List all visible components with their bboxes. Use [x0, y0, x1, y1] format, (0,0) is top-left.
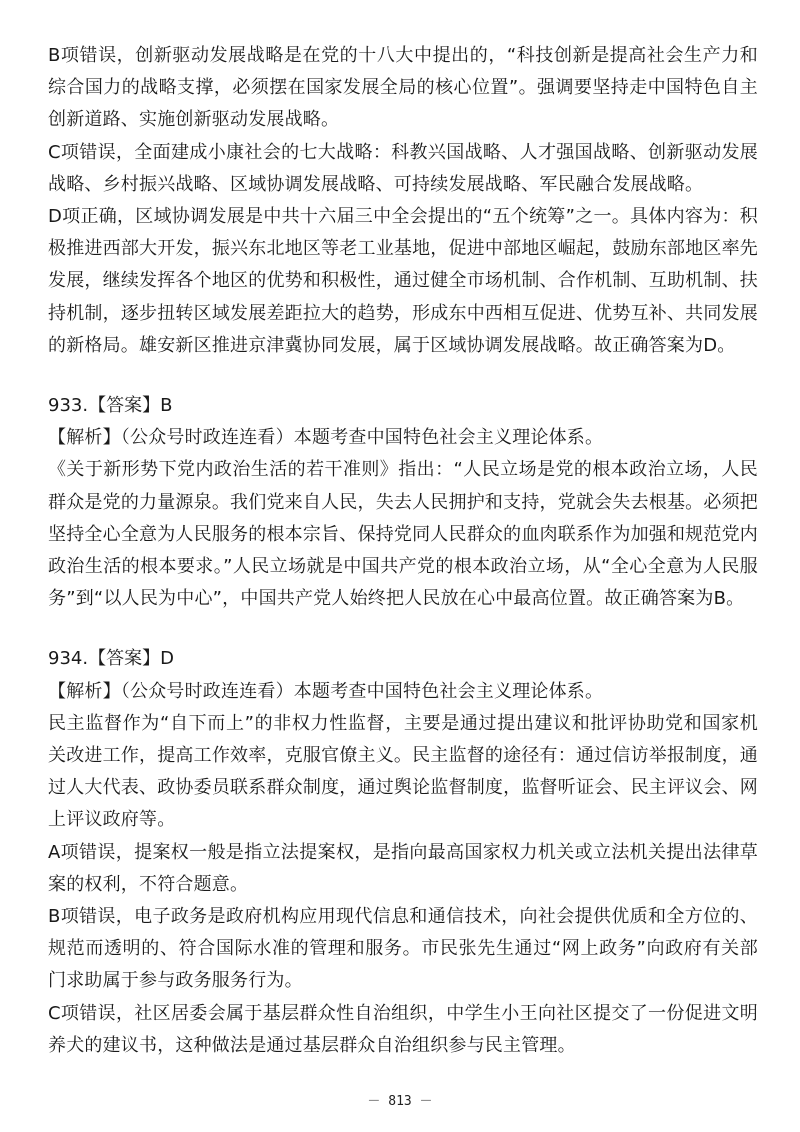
answer-heading: 934.【答案】D	[48, 648, 174, 670]
answer-heading: 933.【答案】B	[48, 395, 173, 417]
analysis-label: 【解析】（公众号时政连连看）本题考查中国特色社会主义理论体系。	[48, 680, 604, 702]
analysis-body: 《关于新形势下党内政治生活的若干准则》指出：“人民立场是党的根本政治立场，人民群众是党的力量源泉。我们党来自人民，失去人民拥护和支持，党就会失去根基。必须把坚持全心全意为人民服务的根本宗旨、保持党同人民群众的血肉联系作为加强和规范党内政治生活的根本要求。”人民立场就是中国共产党的根本政治立场，从“全心全意为人民服务”到“以人民为中心”，中国共产党人始终把人民放在心中最高位置。故正确答案为B。	[48, 459, 758, 610]
analysis-label: 【解析】（公众号时政连连看）本题考查中国特色社会主义理论体系。	[48, 427, 604, 449]
option-b-explanation: B项错误，创新驱动发展战略是在党的十八大中提出的，“科技创新是提高社会生产力和综合国力的战略支撑，必须摆在国家发展全局的核心位置”。强调要坚持走中国特色自主创新道路、实施创新驱动发展战略。	[48, 45, 758, 131]
question-932-continued	[48, 40, 758, 362]
option-a-explanation: A项错误，提案权一般是指立法提案权，是指向最高国家权力机关或立法机关提出法律草案的权利，不符合题意。	[48, 841, 758, 895]
spacer	[48, 362, 758, 390]
spacer	[48, 615, 758, 643]
analysis-intro: 民主监督作为“自下而上”的非权力性监督，主要是通过提出建议和批评协助党和国家机关改进工作，提高工作效率，克服官僚主义。民主监督的途径有：通过信访举报制度，通过人大代表、政协委员联系群众制度，通过舆论监督制度，监督听证会、民主评议会、网上评议政府等。	[48, 712, 758, 831]
option-b-explanation: B项错误，电子政务是政府机构应用现代信息和通信技术，向社会提供优质和全方位的、规范而透明的、符合国际水准的管理和服务。市民张先生通过“网上政务”向政府有关部门求助属于参与政务服务行为。	[48, 906, 758, 992]
question-934	[48, 643, 758, 1062]
document-page	[48, 40, 758, 1062]
option-c-explanation: C项错误，全面建成小康社会的七大战略：科教兴国战略、人才强国战略、创新驱动发展战略、乡村振兴战略、区域协调发展战略、可持续发展战略、军民融合发展战略。	[48, 141, 758, 195]
option-c-explanation: C项错误，社区居委会属于基层群众性自治组织，中学生小王向社区提交了一份促进文明养犬的建议书，这种做法是通过基层群众自治组织参与民主管理。	[48, 1002, 758, 1056]
option-d-explanation: D项正确，区域协调发展是中共十六届三中全会提出的“五个统筹”之一。具体内容为：积极推进西部大开发，振兴东北地区等老工业基地，促进中部地区崛起，鼓励东部地区率先发展，继续发挥各个地区的优势和积极性，通过健全市场机制、合作机制、互助机制、扶持机制，逐步扭转区域发展差距拉大的趋势，形成东中西相互促进、优势互补、共同发展的新格局。雄安新区推进京津冀协同发展，属于区域协调发展战略。故正确答案为D。	[48, 206, 758, 356]
page-number: － 813 －	[367, 1094, 433, 1109]
question-933	[48, 390, 758, 615]
